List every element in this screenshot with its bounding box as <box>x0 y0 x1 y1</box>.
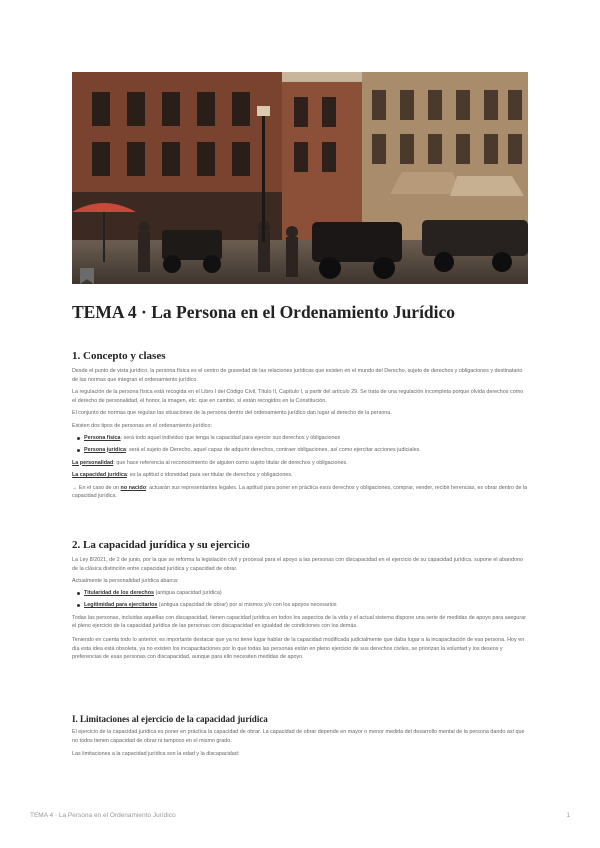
paragraph: → En el caso de un no nacido: actuarán sus representantes legales. La aptitud para poner en práctica esos derechos y obligaciones, comprar, vender, recibir herencias, es obrar dentro de la capacidad jurídica. <box>72 484 528 500</box>
document-page <box>72 72 528 758</box>
document-title: TEMA 4 · La Persona en el Ordenamiento Jurídico <box>72 302 456 322</box>
section-heading: 1. Concepto y clases <box>72 350 166 362</box>
section-1 <box>72 349 528 363</box>
section-heading: 2. La capacidad jurídica y su ejercicio <box>72 539 250 551</box>
list-item: Titularidad de los derechos (antigua capacidad jurídica) <box>84 589 528 598</box>
list-item: Persona jurídica: será el sujeto de Derecho, aquel capaz de adquirir derechos, contraer obligaciones, así como ejercitar acciones judiciales. <box>84 446 528 455</box>
paragraph: Teniendo en cuenta todo lo anterior, es importante destacar que ya no tiene lugar hablar de la capacidad modificada judicialmente que daba lugar a la incapacitación de esa persona. Hoy en día esta idea está obsoleta, ya no existen los incapacitaciones por lo que todas las personas están en pleno ejercicio de sus derechos civiles, se priorizan la voluntad y los deseos y preferencias de esas personas con discapacidad, aunque para ello necesiten medidas de apoyo. <box>72 636 525 661</box>
cover-image <box>72 72 528 284</box>
page-footer <box>30 812 570 819</box>
bullet-list <box>72 589 528 610</box>
footer-title: TEMA 4 · La Persona en el Ordenamiento Jurídico <box>30 812 176 819</box>
list-item: Legitimidad para ejercitarlos (antigua capacidad de obrar) por sí mismos y/o con los apoyos necesarios <box>84 601 528 610</box>
paragraph: Desde el punto de vista jurídico, la persona física es el centro de gravedad de las relaciones jurídicas que existen en el mundo del Derecho, sujeto de derechos y obligaciones y destinatario de las normas que integran el ordenamiento jurídico. <box>72 368 523 383</box>
paragraph: El conjunto de normas que regulan las situaciones de la persona dentro del ordenamiento jurídico dan lugar al derecho de la persona. <box>72 410 392 417</box>
paragraph: La regulación de la persona física está recogida en el Libro I del Código Civil, Título II, Capítulo I, a partir del artículo 29. Se trata de una regulación incompleta porque olvida derechos como el derecho de personalidad, el honor, la imagen, etc. que en cambio, sí están recogidos en la Constitución. <box>72 389 524 404</box>
paragraph: Actualmente la personalidad jurídica abarca: <box>72 578 179 585</box>
paragraph: Existen dos tipos de personas en el ordenamiento jurídico: <box>72 422 212 429</box>
paragraph: La capacidad jurídica: es la aptitud o idoneidad para ser titular de derechos y obligaciones. <box>72 472 293 479</box>
paragraph: La personalidad: que hace referencia al reconocimiento de alguien como sujeto titular de derechos y obligaciones. <box>72 459 348 466</box>
section-3 <box>72 713 528 725</box>
section-2-body <box>72 556 528 662</box>
page-number: 1 <box>566 812 570 819</box>
section-1-body <box>72 367 528 501</box>
list-item: Persona física: será todo aquel individuo que tenga la capacidad para ejercer sus derechos y obligaciones <box>84 434 528 443</box>
paragraph: Las limitaciones a la capacidad jurídica son la edad y la discapacidad: <box>72 751 240 758</box>
paragraph: El ejercicio de la capacidad jurídica es poner en práctica la capacidad de obrar. La capacidad de obrar depende en mayor o menor medida del desarrollo mental de la persona dando así que no todos tienen capacidad de obrar ni tampoco en el mismo grado. <box>72 729 525 744</box>
section-3-body <box>72 728 528 759</box>
paragraph: La Ley 8/2021, de 2 de junio, por la que se reforma la legislación civil y procesal para el apoyo a las personas con discapacidad en el ejercicio de su capacidad jurídica, supone el abandono de la clásica distinción entre capacidad jurídica y capacidad de obrar. <box>72 557 524 572</box>
bullet-list <box>72 434 528 455</box>
section-2 <box>72 538 528 552</box>
paragraph: Todas las personas, incluidas aquellas con discapacidad, tienen capacidad jurídica en todos los aspectos de la vida y el actual sistema dispone una serie de medidas de apoyo para asegurar el pleno ejercicio de la capacidad jurídica de las personas con discapacidad en igualdad de condiciones con los demás. <box>72 614 526 630</box>
city-street-photo <box>72 72 528 284</box>
subsection-heading: I. Limitaciones al ejercicio de la capacidad jurídica <box>72 714 268 724</box>
